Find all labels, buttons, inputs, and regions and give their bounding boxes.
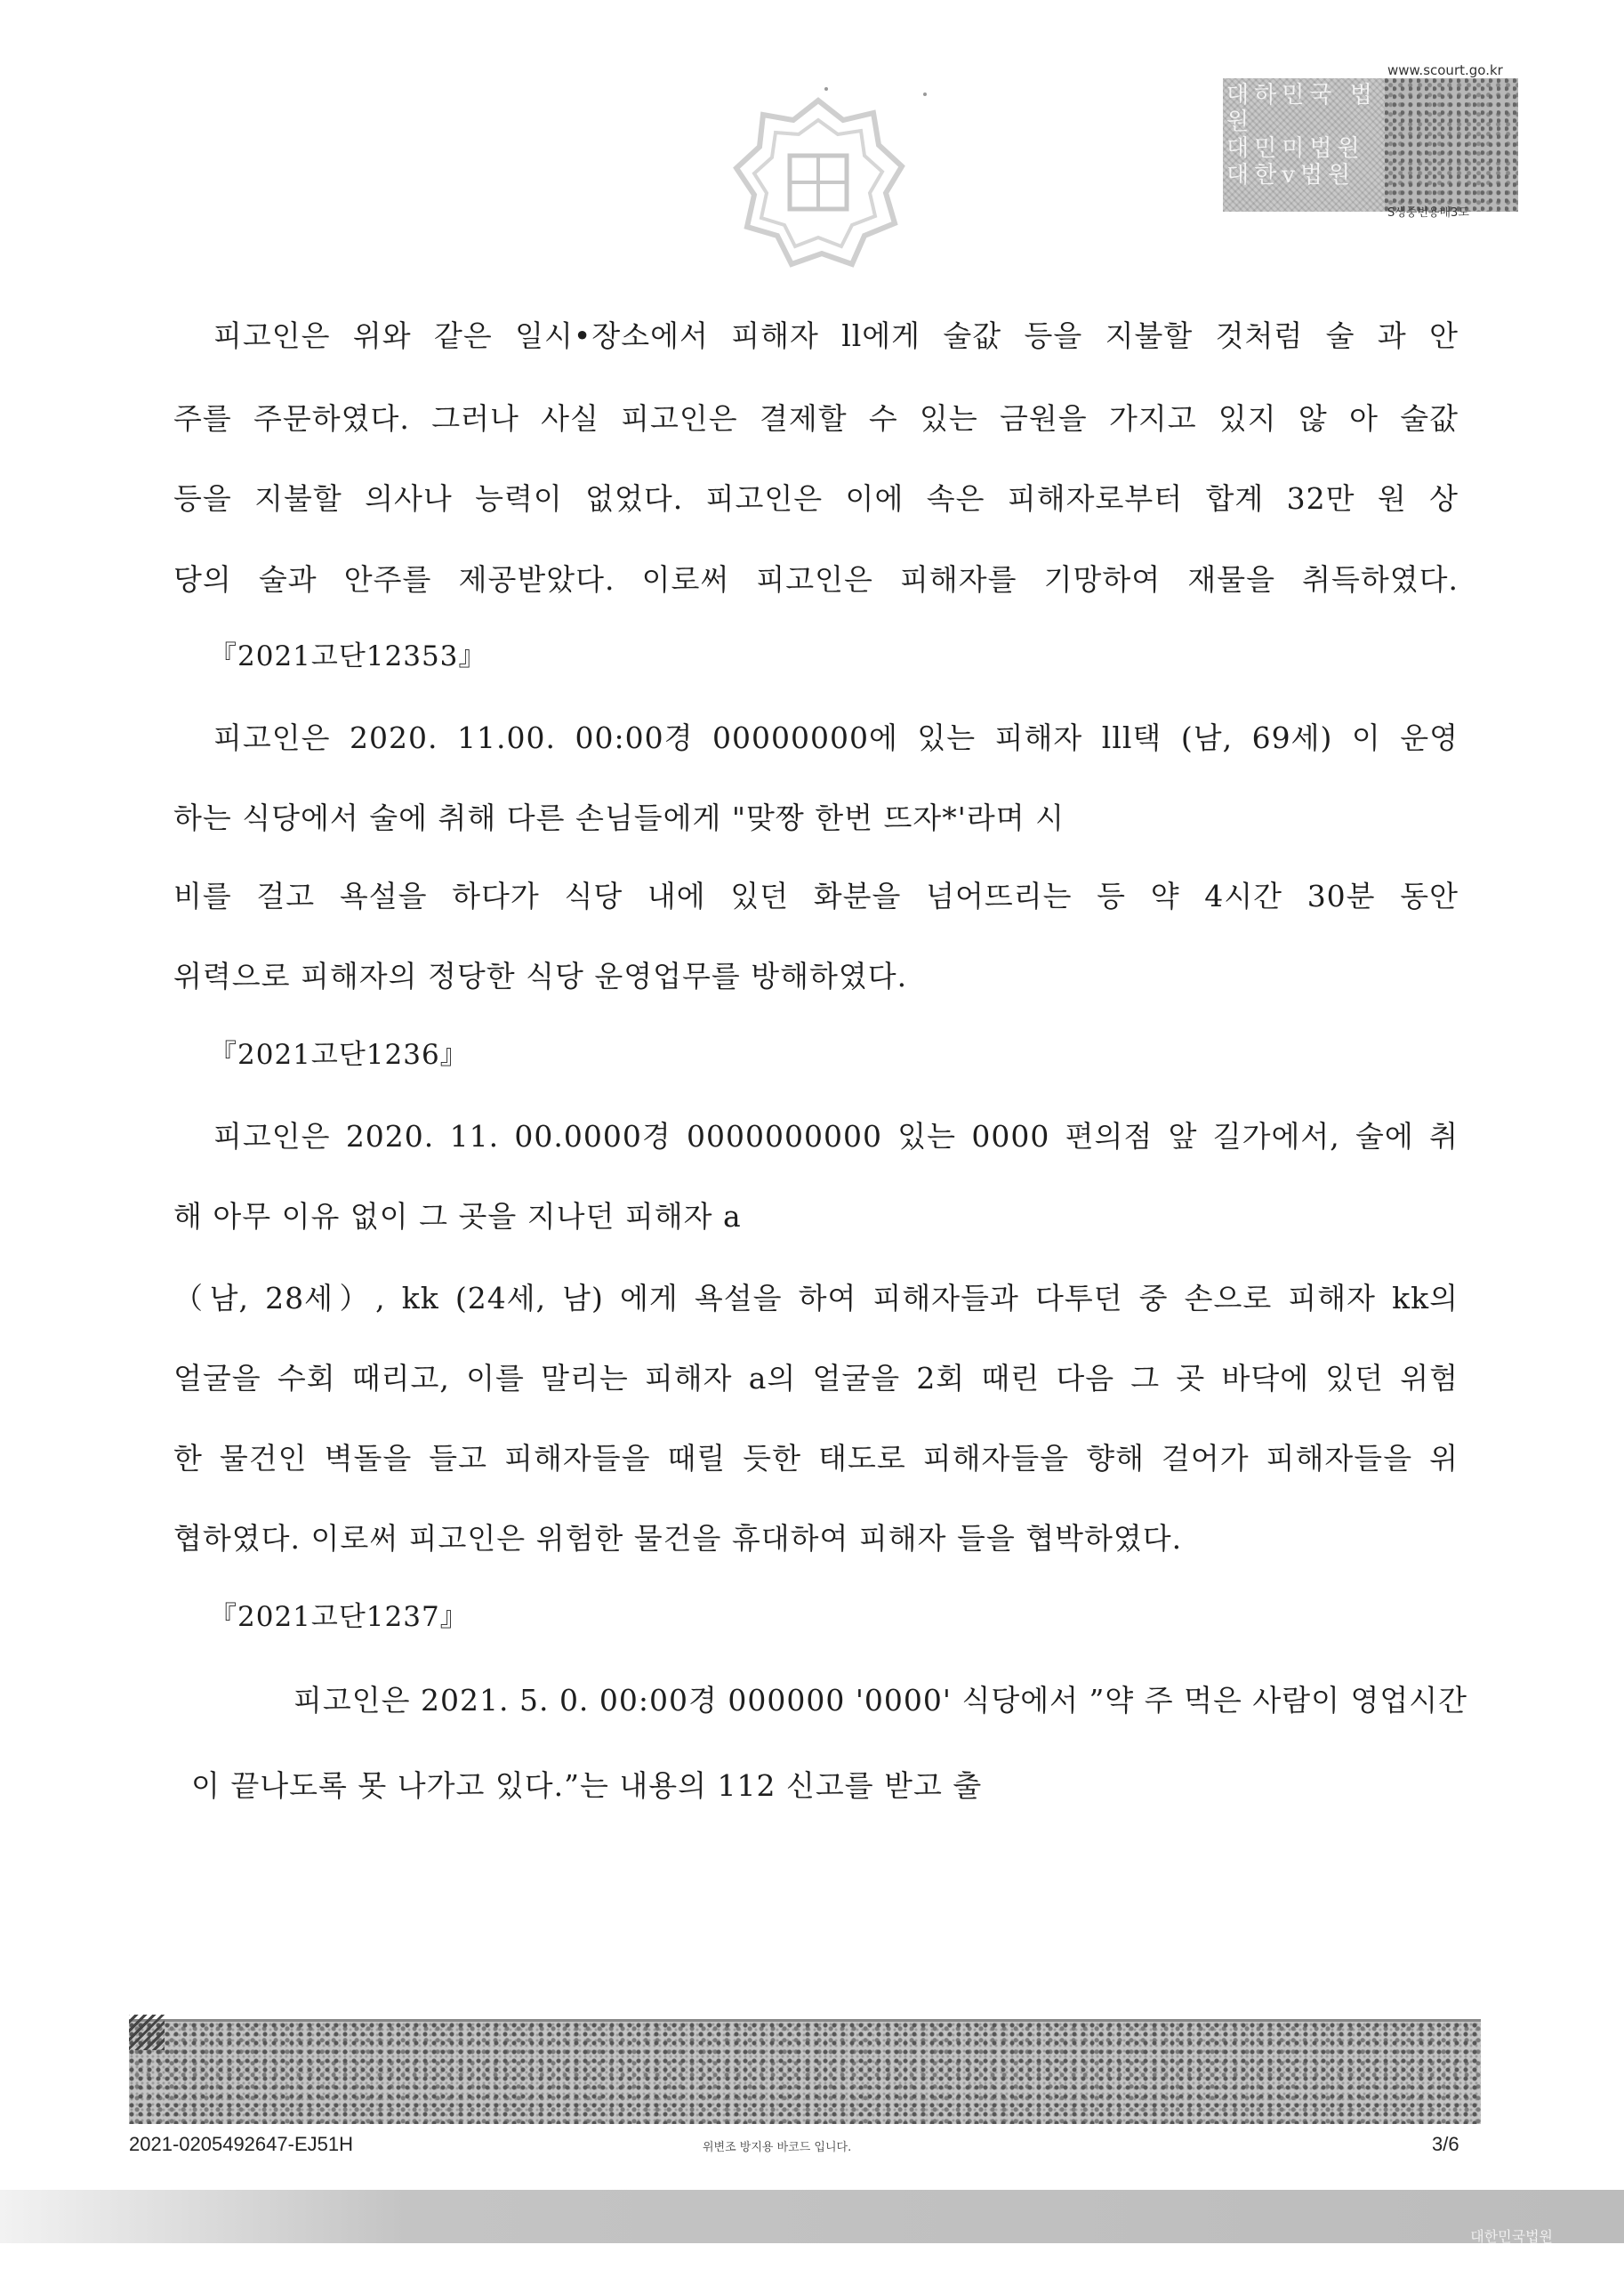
scan-speck-icon bbox=[823, 82, 929, 100]
page-number: 3/6 bbox=[1432, 2133, 1459, 2155]
body-line: 이 끝나도록 못 나가고 있다.”는 내용의 112 신고를 받고 출 bbox=[191, 1768, 983, 1803]
body-line: 피고인은 2021. 5. 0. 00:00경 000000 '0000' 식당에서 ”약 주 먹은 사람이 영업시간 bbox=[293, 1683, 1467, 1718]
body-line: 협하였다. 이로써 피고인은 위험한 물건을 휴대하여 피해자 들을 협박하였다. bbox=[173, 1521, 1183, 1556]
body-line: 위력으로 피해자의 정당한 식당 운영업무를 방해하였다. bbox=[173, 959, 908, 994]
court-seal-icon bbox=[729, 93, 907, 271]
barcode-note: 위변조 방지용 바코드 입니다. bbox=[703, 2141, 852, 2154]
watermark-text: 대하민국 법원 대민미법원 대한v법원 bbox=[1226, 82, 1378, 189]
body-line: 주를 주문하였다. 그러나 사실 피고인은 결제할 수 있는 금원을 가지고 있지 않 아 술값 bbox=[173, 401, 1459, 436]
body-line: 피고인은 2020. 11.00. 00:00경 00000000에 있는 피해자 lll택 (남, 69세) 이 운영 bbox=[213, 720, 1459, 755]
body-line: 당의 술과 안주를 제공받았다. 이로써 피고인은 피해자를 기망하여 재물을 취득하였다. bbox=[173, 562, 1459, 597]
serial-code: S생중번용배3도 bbox=[1387, 206, 1469, 220]
case-number-heading: 『2021고단1237』 bbox=[209, 1601, 469, 1633]
security-box bbox=[1223, 78, 1518, 212]
body-line: 등을 지불할 의사나 능력이 없었다. 피고인은 이에 속은 피해자로부터 합계 32만 원 상 bbox=[173, 481, 1459, 516]
body-line: 한 물건인 벽돌을 들고 피해자들을 때릴 듯한 태도로 피해자들을 향해 걸어가 피해자들을 위 bbox=[173, 1441, 1459, 1476]
body-line: 비를 걸고 욕설을 하다가 식당 내에 있던 화분을 넘어뜨리는 등 약 4시간 30분 동안 bbox=[173, 879, 1459, 913]
body-line: 얼굴을 수회 때리고, 이를 말리는 피해자 a의 얼굴을 2회 때린 다음 그 곳 바닥에 있던 위험 bbox=[173, 1361, 1459, 1396]
stripe-pattern-icon bbox=[129, 2015, 165, 2050]
security-pattern bbox=[1385, 78, 1518, 212]
footer-bar bbox=[0, 2190, 1624, 2243]
body-line: （남, 28세）, kk (24세, 남) 에게 욕설을 하여 피해자들과 다투던 중 손으로 피해자 kk의 bbox=[173, 1281, 1459, 1316]
body-line: 해 아무 이유 없이 그 곳을 지나던 피해자 a bbox=[173, 1199, 742, 1234]
document-id: 2021-0205492647-EJ51H bbox=[129, 2133, 353, 2155]
case-number-heading: 『2021고단12353』 bbox=[209, 640, 487, 672]
anti-forgery-barcode bbox=[129, 2019, 1481, 2124]
site-url: www.scourt.go.kr bbox=[1387, 62, 1503, 78]
court-name: 대한민국법원 bbox=[1470, 2228, 1553, 2245]
body-line: 피고인은 위와 같은 일시•장소에서 피해자 ll에게 술값 등을 지불할 것처럼 술 과 안 bbox=[213, 318, 1459, 353]
body-line: 피고인은 2020. 11. 00.0000경 0000000000 있는 0000 편의점 앞 길가에서, 술에 취 bbox=[213, 1119, 1459, 1154]
case-number-heading: 『2021고단1236』 bbox=[209, 1039, 469, 1071]
body-line: 하는 식당에서 술에 취해 다른 손님들에게 "맞짱 한번 뜨자*'라며 시 bbox=[173, 801, 1065, 835]
